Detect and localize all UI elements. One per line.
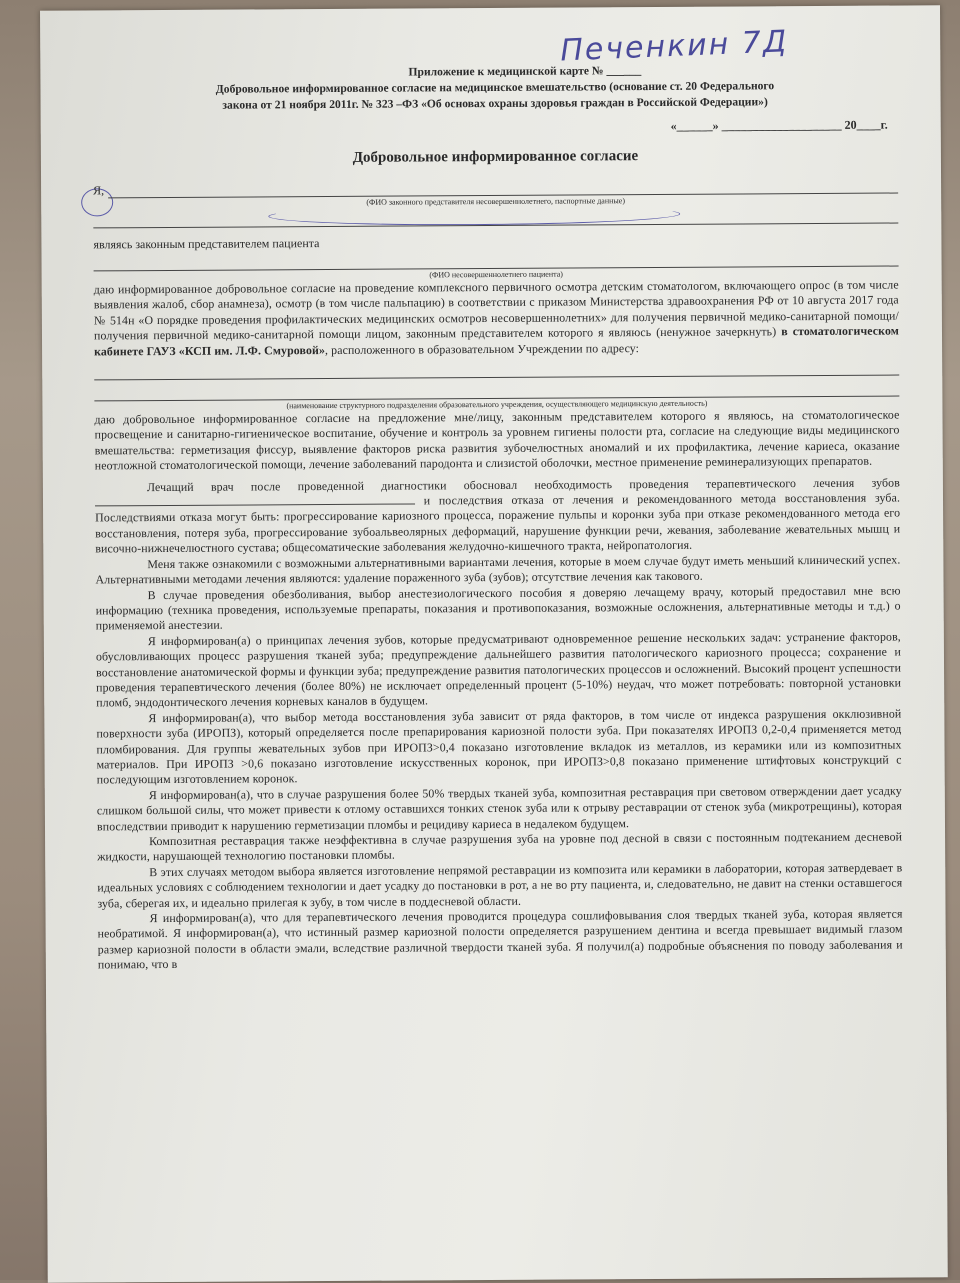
document-content [92, 62, 903, 974]
header-line-3: закона от 21 ноября 2011г. № 323 –ФЗ «Об основах охраны здоровья граждан в Российской Федерации») [222, 95, 768, 112]
document-title: Добровольное информированное согласие [352, 148, 639, 166]
caption-fio-minor: (ФИО несовершеннолетнего пациента) [429, 269, 563, 280]
paragraph-5: В случае проведения обезболивания, выбор анестезиологического пособия я доверяю лечащему врачу, который предоставил мне всю информацию (техника проведения, используемые препараты, показания и противопоказания, возможные осложнения, альтернативные методы и т.д.) о применяемой анестезии. [95, 583, 901, 633]
caption-structure: (наименование структурного подразделения образовательного учреждения, осуществляющего медицинскую деятельность) [286, 398, 708, 411]
paragraph-1: даю информированное добровольное согласие на проведение комплексного первичного осмотра детским стоматологом, включающего опрос (в том числе выявления жалоб, сбор анамнеза), осмотр (в том числе пальпацию) в соответствии с приказом Министерства здравоохранения РФ от 10 августа 2017 года № 514н «О порядке проведения профилактических медицинских осмотров несовершеннолетних» для получения первичной медико-санитарной помощи/получения первичной медико-санитарной помощи лицом, законным представителем которого я являюсь (ненужное зачеркнуть) в стоматологическом кабинете ГАУЗ «КСП им. Л.Ф. Смуровой», расположенного в образовательном Учреждении по адресу: [93, 277, 900, 359]
paragraph-3: Лечащий врач после проведенной диагностики обосновал необходимость проведения терапевтического лечения зубов и последствия отказа от лечения и рекомендованного метода восстановления зуба. Последствиями отказа могут быть: прогрессирование кариозного процесса, поражение пульпы и коронки зуба при отказе рекомендованного метода его восстановления, потеря зуба, прогрессирование зубоальвеолярных деформаций, нарушение функции речи, жевания, заболевание жевательных мышц и височно-нижнечелюстного сустава; общесоматические заболевания желудочно-кишечного тракта, нейропатология. [95, 475, 901, 556]
caption-fio-representative: (ФИО законного представителя несовершеннолетнего, паспортные данные) [366, 196, 626, 207]
ya-label: Я, [93, 183, 105, 198]
representative-label: являясь законным представителем пациента [93, 236, 320, 252]
paragraph-9: Композитная реставрация также неэффективна в случае разрушения зуба на уровне под десной в связи с постоянным подтеканием десневой жидкости, нарушающей технологию постановки пломбы. [97, 829, 903, 864]
date-line: «______» ____________________ 20____г. [670, 117, 888, 133]
paragraph-4: Меня также ознакомили с возможными альтернативными вариантами лечения, которые в моем случае будут иметь меньший клинический успех. Альтернативными методами лечения являются: удаление пораженного зуба (зубов); отсутствие лечения как такового. [95, 552, 901, 587]
paragraph-10: В этих случаях методом выбора является изготовление непрямой реставрации из композита или керамики в лаборатории, которая затвердевает в идеальных условиях с соблюдением технологии и дает усадку до постановки в рот, а не во рту пациента, и, следовательно, не давит на стенки оставшегося зуба, сберегая их, и идеально прилегая к зубу, в том числе в поддесневой области. [97, 860, 903, 911]
paragraph-6: Я информирован(а) о принципах лечения зубов, которые предусматривают одновременное решение нескольких задач: устранение факторов, обусловливающих процесс разрушения тканей зуба; предупреждение дальнейшего развития патологического кариозного процесса; сохранение и восстановление анатомической формы и функции зуба; предупреждение развития патологических процессов и осложнений. Высокий процент успешности проведения терапевтического лечения (более 80%) не исключает определенный процент (5-10%) неудач, что может потребовать: повторной установки пломб, эндодонтического лечения корневых каналов в будущем. [95, 629, 902, 710]
teeth-field[interactable] [95, 494, 415, 507]
handwritten-note: Печенкин 7Д [559, 24, 789, 69]
paragraph-11: Я информирован(а), что для терапевтического лечения проводится процедура сошлифовывания слоя твердых тканей зуба, которая является необратимой. Я информирован(а), что истинный размер кариозной полости определяется разрушением дентина и всегда превышает видимый глазом размер кариозной полости в области эмали, вследствие различной твердости тканей зуба. Я получил(а) подробные объяснения по поводу заболевания и понимаю, что в [97, 906, 903, 972]
header-line-1: Приложение к медицинской карте № ______ [408, 64, 642, 79]
document-sheet [40, 5, 948, 1282]
address-field-1[interactable] [94, 361, 899, 381]
fio-representative-continuation[interactable] [93, 209, 898, 229]
header-line-2: Добровольное информированное согласие на медицинское вмешательство (основание ст. 20 Федерального [215, 79, 775, 96]
document-header [92, 62, 897, 115]
paragraph-7: Я информирован(а), что выбор метода восстановления зуба зависит от ряда факторов, в том числе от индекса разрушения окклюзивной поверхности зуба (ИРОПЗ), который определяется после препарирования кариозной полости зуба. При показателях ИРОПЗ 0,2-0,4 применяется метод пломбирования. Для группы жевательных зубов при ИРОПЗ>0,4 показано изготовление вкладок из металлов, из керамики или из композитных материалов. При ИРОПЗ >0,6 показано изготовление искусственных коронок, при ИРОПЗ>0,8 показано применение штифтовых конструкций с последующим изготовлением коронок. [96, 706, 902, 787]
paragraph-8: Я информирован(а), что в случае разрушения более 50% твердых тканей зуба, композитная реставрация при световом отверждении дает усадку слишком большой силы, что может привести к отлому оставшихся тонких стенок зуба или к отрыву реставрации от стенок зуба (микротрещины), которая впоследствии приводит к нарушению герметизации пломбы и рецидиву кариеса в недалеком будущем. [96, 783, 902, 834]
paragraph-2: даю добровольное информированное согласие на предложение мне/лицу, законным представителем которого я являюсь, на стоматологическое просвещение и санитарно-гигиеническое воспитание, обучение и контроль за уровнем гигиены полости рта, согласие на следующие виды медицинского вмешательства: герметизация фиссур, выявление факторов риска развития зубочелюстных аномалий и их профилактика, лечение кариеса, оказание неотложной стоматологической помощи, лечение заболеваний пародонта и слизистой оболочки, местное применение реминерализующих препаратов. [94, 407, 900, 473]
